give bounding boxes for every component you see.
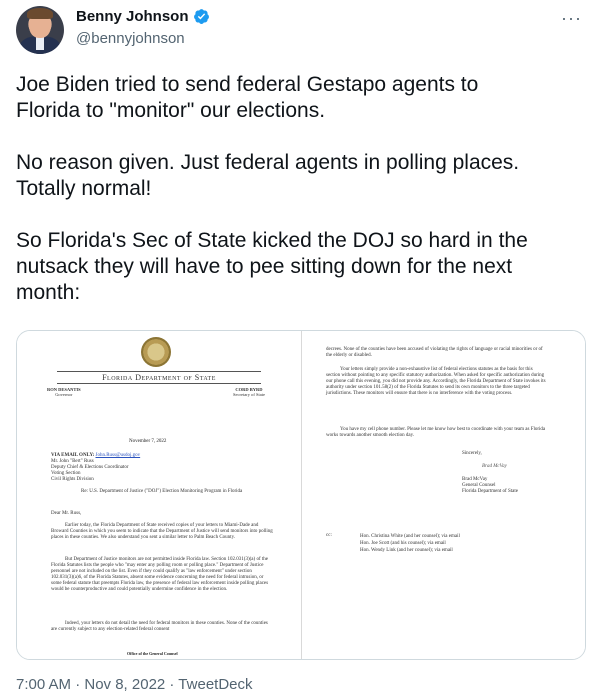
signer-line: General Counsel (462, 483, 496, 488)
tweet-text: Joe Biden tried to send federal Gestapo agents to Florida to "monitor" our elections. No reason given. Just federal agents in polling places. Totally normal! So Florida's Sec of State kicked the DOJ so hard in the nutsack they will have to pee sitting down for the next month: (16, 73, 528, 304)
florida-seal-icon (141, 337, 171, 367)
author-handle[interactable]: @bennyjohnson (76, 30, 185, 47)
cc-label: cc: (326, 533, 332, 538)
attached-image[interactable] (16, 330, 586, 660)
via-email-label: VIA EMAIL ONLY: (51, 453, 95, 458)
governor-name: RON DESANTIS (47, 387, 81, 392)
recipient-email-link: John.Russ@usdoj.gov (95, 453, 141, 458)
signer-line: Brad McVay (462, 477, 488, 482)
tweet-timestamp[interactable]: 7:00 AM · Nov 8, 2022 · TweetDeck (16, 676, 253, 693)
recipient-line: Mr. John "Bert" Russ (51, 459, 94, 464)
more-options-icon[interactable]: ··· (561, 8, 582, 28)
author-display-name[interactable]: Benny Johnson (76, 8, 189, 25)
governor-block (47, 387, 81, 397)
author-name-row (76, 8, 210, 25)
letter-paragraph: decrees. None of the counties have been accused of violating the rights of language or racial minorities or of the elderly or disabled. (326, 347, 543, 358)
letter-closing: Sincerely, (462, 451, 482, 456)
signature: Brad McVay (482, 464, 507, 469)
avatar-hair (27, 8, 53, 19)
cc-item: Hon. Christina White (and her counsel); via email (360, 534, 460, 539)
secretary-block (233, 387, 265, 397)
letter-paragraph: Earlier today, the Florida Department of State received copies of your letters to Miami-Dade and Broward Counties in which you seem to indicate that the Department of Justice will send monitors into polling places in these counties. We also understand you sent a similar letter to Palm Beach County. (51, 523, 273, 540)
letter-paragraph: But Department of Justice monitors are not permitted inside Florida law. Section 102.031(3)(a) of the Florida Statutes lists the people who "may enter any polling room or polling place." Department of Justice personnel are not included on the list. Even if they could qualify as "law enforcement" under section 102.031(3)(a)6, of the Florida Statutes, absent some evidence concerning the need for federal intrusion, or some federal statute that preempts Florida law, the presence of federal law enforcement inside polling places would be counterproductive and could potentially undermine confidence in the election. (51, 557, 269, 592)
governor-title: Governor (55, 392, 73, 397)
recipient-line: Civil Rights Division (51, 477, 94, 482)
recipient-line: Voting Section (51, 471, 81, 476)
avatar-shirt (36, 36, 44, 50)
secretary-name: CORD BYRD (235, 387, 263, 392)
avatar[interactable] (16, 6, 64, 54)
verified-badge-icon (193, 8, 210, 25)
letter-paragraph: Indeed, your letters do not detail the need for federal monitors in these counties. None of the counties are currently subject to any election-related federal consent (51, 621, 268, 632)
letterhead: Florida Department of State (57, 371, 261, 384)
letter-paragraph: Your letters simply provide a non-exhaustive list of federal elections statutes as the basis for this section without pointing to any specific statutory authorization. When asked for specific authorization during our phone call this evening, you did not provide any. Accordingly, the Florida Department of State invokes its authority under section 101.58(2) of the Florida Statutes to send its own monitors to the three targeted jurisdictions. These monitors will ensure that there is no interference with the voting process. (326, 367, 546, 396)
secretary-title: Secretary of State (233, 392, 265, 397)
signer-block (462, 477, 518, 495)
recipient-block (51, 453, 273, 483)
letter-salutation: Dear Mr. Russ, (51, 511, 82, 516)
signer-line: Florida Department of State (462, 489, 518, 494)
cc-item: Hon. Joe Scott (and his counsel); via email (360, 541, 446, 546)
letter-paragraph: You have my cell phone number. Please let me know how best to coordinate with your team as Florida works towards another smooth election day. (326, 427, 546, 438)
letter-page-2 (301, 331, 586, 659)
letter-date: November 7, 2022 (129, 439, 167, 444)
cc-item: Hon. Wendy Link (and her counsel); via email (360, 548, 453, 553)
cc-list (360, 533, 460, 554)
recipient-line: Deputy Chief & Elections Coordinator (51, 465, 129, 470)
letter-footer: Office of the General Counsel (127, 651, 178, 656)
letter-page-1 (17, 331, 301, 659)
letter-re-line: Re: U.S. Department of Justice ("DOJ") Election Monitoring Program in Florida (81, 489, 243, 494)
